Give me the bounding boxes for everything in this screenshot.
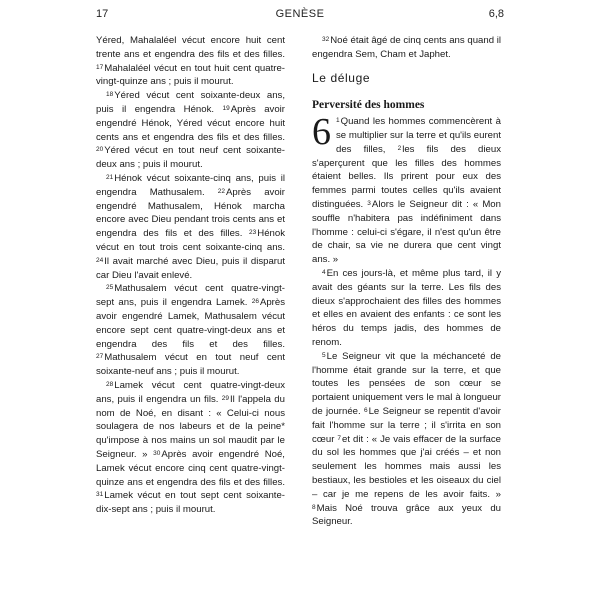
verse-number: 7 [337,434,341,442]
right-text-column [312,34,501,529]
verse-number: 19 [222,104,230,112]
verse-number: 29 [221,394,230,402]
verse-number: 22 [217,187,225,195]
verse-text: Hénok vécut soixante-cinq ans, puis il engendra Mathusalem. [96,172,285,198]
verse-text: les fils des dieux s'aperçurent que les filles des hommes étaient belles. Ils prirent pour eux des femmes parmi toutes celles qu'ils avaient distinguées. [312,143,501,210]
verse-text: Mathusalem vécut cent quatre-vingt-sept ans, puis il engendra Lamek. [96,283,285,309]
chapter-verse-reference: 6,8 [488,8,504,20]
verse-text: Il l'appela du nom de Noé, en disant : « Celui-ci nous soulagera de nos labeurs et de la peine* qu'impose à nos mains un sol maudit par le Seigneur. » [96,393,285,460]
verse-number: 21 [106,173,114,181]
verse-number: 6 [363,406,368,414]
verse-text: Mais Noé trouva grâce aux yeux du Seigneur. [312,502,501,528]
verse-number: 5 [322,351,326,359]
verse-paragraph [312,34,501,62]
page-number: 17 [96,8,109,20]
verse-paragraph [312,350,501,529]
verse-paragraph [312,267,501,350]
verse-text: En ces jours-là, et même plus tard, il y avait des géants sur la terre. Les fils des dieux s'approchaient des filles des hommes et elles en avaient des enfants : ce sont les héros du temps jadis, des hommes de renom. [312,267,501,348]
verse-paragraph [312,111,501,267]
verse-number: 31 [96,491,104,499]
verse-number: 27 [96,353,104,361]
verse-paragraph [96,282,285,379]
verse-text: Après avoir engendré Lamek, Mathusalem vécut encore sept cent quatre-vingt-deux ans et engendra des fils et des filles. [96,297,285,350]
verse-number: 4 [322,268,326,276]
verse-text: et dit : « Je vais effacer de la surface du sol les hommes que j'ai créés – et non seulement les hommes mais aussi les bestiaux, les bestioles et les oiseaux du ciel – car je me repens de les avoir faits. » [312,433,501,500]
verse-text: Yéred vécut cent soixante-deux ans, puis il engendra Hénok. [96,90,285,115]
verse-text: Le Seigneur vit que la méchanceté de l'homme était grande sur la terre, et que toutes les pensées de son cœur se portaient uniquement vers le mal à longueur de journée. [312,350,501,417]
verse-text: Hénok vécut en tout trois cent soixante-cinq ans. [96,228,285,253]
verse-text: Le Seigneur se repentit d'avoir fait l'homme sur la terre ; il s'irrita en son cœur [312,405,501,445]
verse-text: Après avoir engendré Noé, Lamek vécut encore cinq cent quatre-vingt-quinze ans et engendra des fils et des filles. [96,448,285,488]
verse-text: Yéred vécut en tout neuf cent soixante-deux ans ; puis il mourut. [96,145,285,171]
verse-text: Après avoir engendré Mathusalem, Hénok marcha encore avec Dieu pendant trois cents ans et engendra des fils et des filles. [96,186,286,240]
verse-number: 20 [96,146,104,154]
verse-text: Noé était âgé de cinq cents ans quand il engendra Sem, Cham et Japhet. [312,35,501,60]
verse-paragraph [96,172,285,282]
book-title: GENÈSE [275,8,325,20]
verse-number: 30 [153,449,161,457]
verse-number: 1 [336,117,340,125]
verse-paragraph [96,379,285,517]
verse-number: 24 [96,256,104,264]
verse-number: 23 [249,229,257,237]
running-header [96,8,504,22]
verse-number: 17 [96,63,104,71]
verse-paragraph [96,34,285,89]
verse-text: Lamek vécut en tout sept cent soixante-dix-sept ans ; puis il mourut. [96,490,285,516]
verse-text: Quand les hommes commencèrent à se multiplier sur la terre et qu'ils eurent des filles, [336,116,501,155]
verse-number: 32 [322,36,330,43]
verse-number: 18 [106,91,114,99]
verse-text: Il avait marché avec Dieu, puis il disparut car Dieu l'avait enlevé. [96,255,285,281]
verse-number: 26 [251,298,259,306]
subsection-title: Perversité des hommes [312,99,425,112]
verse-number: 2 [397,144,402,152]
section-title: Le déluge [312,70,371,85]
verse-text: Mahalaléel vécut en tout huit cent quatre-vingt-quinze ans ; puis il mourut. [96,62,285,88]
verse-number: 25 [106,284,114,292]
verse-text: Yéred, Mahalaléel vécut encore huit cent trente ans et engendra des fils et des filles. [96,35,285,60]
verse-number: 28 [106,380,114,388]
verse-number: 8 [312,503,316,511]
verse-number: 3 [367,199,371,207]
verse-text: Lamek vécut cent quatre-vingt-deux ans, puis il engendra un fils. [96,379,285,405]
chapter-number-dropcap: 6 [312,111,331,154]
verse-text: Après avoir engendré Hénok, Yéred vécut encore huit cents ans et engendra des fils et des filles. [96,103,285,143]
left-text-column [96,34,285,517]
verse-paragraph [96,89,285,172]
verse-text: Mathusalem vécut en tout neuf cent soixante-neuf ans ; puis il mourut. [96,352,285,378]
verse-text: Alors le Seigneur dit : « Mon souffle n'habitera pas indéfiniment dans l'homme : celui-ci s'égare, il n'est qu'un être de chair, sa vie ne durera que cent vingt ans. » [312,198,501,266]
